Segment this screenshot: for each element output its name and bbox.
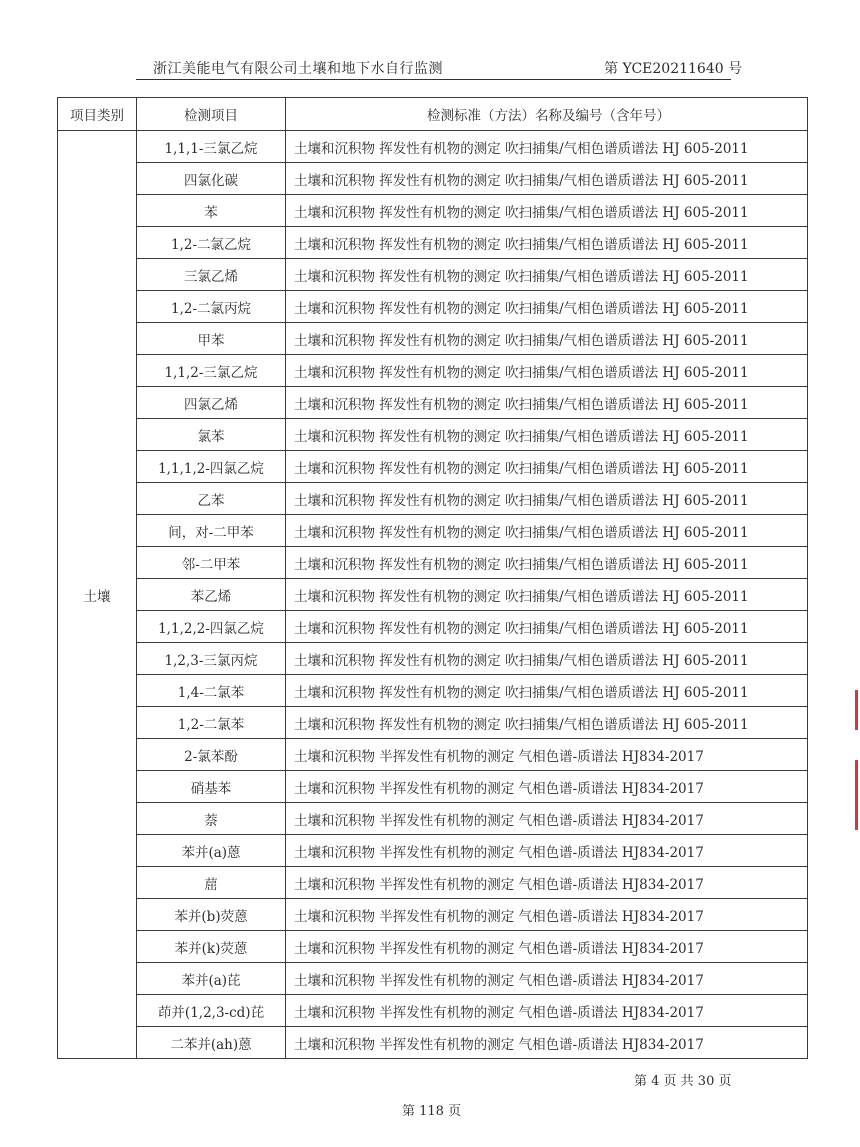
test-item-cell: 2-氯苯酚 [137, 739, 286, 771]
table-row [58, 291, 808, 323]
method-cell: 土壤和沉积物 挥发性有机物的测定 吹扫捕集/气相色谱质谱法 HJ 605-2011 [286, 387, 808, 419]
test-item-cell: 1,2-二氯苯 [137, 707, 286, 739]
test-item-cell: 甲苯 [137, 323, 286, 355]
test-item-cell: 间，对-二甲苯 [137, 515, 286, 547]
table-row [58, 995, 808, 1027]
test-item-cell: 乙苯 [137, 483, 286, 515]
test-methods-table [57, 97, 808, 1059]
method-cell: 土壤和沉积物 半挥发性有机物的测定 气相色谱-质谱法 HJ834-2017 [286, 867, 808, 899]
method-cell: 土壤和沉积物 挥发性有机物的测定 吹扫捕集/气相色谱质谱法 HJ 605-2011 [286, 419, 808, 451]
method-cell: 土壤和沉积物 半挥发性有机物的测定 气相色谱-质谱法 HJ834-2017 [286, 995, 808, 1027]
test-item-cell: 四氯乙烯 [137, 387, 286, 419]
method-cell: 土壤和沉积物 半挥发性有机物的测定 气相色谱-质谱法 HJ834-2017 [286, 1027, 808, 1059]
report-number: 第 YCE20211640 号 [604, 61, 743, 77]
table-row [58, 515, 808, 547]
section-page-info: 第 4 页 共 30 页 [634, 1074, 732, 1089]
test-item-cell: 1,1,2,2-四氯乙烷 [137, 611, 286, 643]
method-cell: 土壤和沉积物 挥发性有机物的测定 吹扫捕集/气相色谱质谱法 HJ 605-2011 [286, 259, 808, 291]
test-item-cell: 茚并(1,2,3-cd)芘 [137, 995, 286, 1027]
scan-edge-mark [855, 690, 858, 730]
scan-edge-mark [855, 760, 858, 830]
method-cell: 土壤和沉积物 挥发性有机物的测定 吹扫捕集/气相色谱质谱法 HJ 605-2011 [286, 515, 808, 547]
table-row [58, 771, 808, 803]
test-item-cell: 苯乙烯 [137, 579, 286, 611]
test-item-cell: 二苯并(ah)蒽 [137, 1027, 286, 1059]
table-row [58, 611, 808, 643]
test-item-cell: 邻-二甲苯 [137, 547, 286, 579]
test-item-cell: 1,2-二氯乙烷 [137, 227, 286, 259]
table-row [58, 419, 808, 451]
test-item-cell: 四氯化碳 [137, 163, 286, 195]
method-cell: 土壤和沉积物 半挥发性有机物的测定 气相色谱-质谱法 HJ834-2017 [286, 803, 808, 835]
test-item-cell: 硝基苯 [137, 771, 286, 803]
table-row [58, 675, 808, 707]
header-category: 项目类别 [58, 98, 137, 131]
method-cell: 土壤和沉积物 挥发性有机物的测定 吹扫捕集/气相色谱质谱法 HJ 605-2011 [286, 675, 808, 707]
method-cell: 土壤和沉积物 挥发性有机物的测定 吹扫捕集/气相色谱质谱法 HJ 605-2011 [286, 451, 808, 483]
method-cell: 土壤和沉积物 半挥发性有机物的测定 气相色谱-质谱法 HJ834-2017 [286, 899, 808, 931]
table-row [58, 483, 808, 515]
header-item: 检测项目 [137, 98, 286, 131]
test-item-cell: 1,2,3-三氯丙烷 [137, 643, 286, 675]
method-cell: 土壤和沉积物 挥发性有机物的测定 吹扫捕集/气相色谱质谱法 HJ 605-2011 [286, 707, 808, 739]
method-cell: 土壤和沉积物 挥发性有机物的测定 吹扫捕集/气相色谱质谱法 HJ 605-2011 [286, 291, 808, 323]
method-cell: 土壤和沉积物 挥发性有机物的测定 吹扫捕集/气相色谱质谱法 HJ 605-2011 [286, 227, 808, 259]
method-cell: 土壤和沉积物 挥发性有机物的测定 吹扫捕集/气相色谱质谱法 HJ 605-2011 [286, 323, 808, 355]
table-header-row [58, 98, 808, 131]
method-cell: 土壤和沉积物 挥发性有机物的测定 吹扫捕集/气相色谱质谱法 HJ 605-2011 [286, 579, 808, 611]
table-row [58, 739, 808, 771]
method-cell: 土壤和沉积物 挥发性有机物的测定 吹扫捕集/气相色谱质谱法 HJ 605-2011 [286, 483, 808, 515]
table-row [58, 323, 808, 355]
method-cell: 土壤和沉积物 挥发性有机物的测定 吹扫捕集/气相色谱质谱法 HJ 605-2011 [286, 355, 808, 387]
table-row [58, 451, 808, 483]
table-row [58, 131, 808, 163]
table-row [58, 195, 808, 227]
method-cell: 土壤和沉积物 挥发性有机物的测定 吹扫捕集/气相色谱质谱法 HJ 605-2011 [286, 611, 808, 643]
table-row [58, 355, 808, 387]
table-row [58, 579, 808, 611]
test-item-cell: 䓛 [137, 867, 286, 899]
table-row [58, 867, 808, 899]
table-row [58, 163, 808, 195]
test-item-cell: 苯并(k)荧蒽 [137, 931, 286, 963]
table-row [58, 227, 808, 259]
method-cell: 土壤和沉积物 挥发性有机物的测定 吹扫捕集/气相色谱质谱法 HJ 605-2011 [286, 643, 808, 675]
table-row [58, 259, 808, 291]
test-item-cell: 萘 [137, 803, 286, 835]
table-row [58, 899, 808, 931]
method-cell: 土壤和沉积物 半挥发性有机物的测定 气相色谱-质谱法 HJ834-2017 [286, 771, 808, 803]
table-row [58, 707, 808, 739]
test-item-cell: 三氯乙烯 [137, 259, 286, 291]
test-item-cell: 苯并(a)蒽 [137, 835, 286, 867]
table-row [58, 803, 808, 835]
method-cell: 土壤和沉积物 半挥发性有机物的测定 气相色谱-质谱法 HJ834-2017 [286, 835, 808, 867]
method-cell: 土壤和沉积物 半挥发性有机物的测定 气相色谱-质谱法 HJ834-2017 [286, 963, 808, 995]
page-number: 第 118 页 [402, 1104, 462, 1119]
test-item-cell: 1,1,1-三氯乙烷 [137, 131, 286, 163]
header-method: 检测标准（方法）名称及编号（含年号） [286, 98, 808, 131]
test-item-cell: 苯 [137, 195, 286, 227]
table-row [58, 1027, 808, 1059]
table-row [58, 963, 808, 995]
category-cell: 土壤 [58, 131, 137, 1059]
method-cell: 土壤和沉积物 挥发性有机物的测定 吹扫捕集/气相色谱质谱法 HJ 605-2011 [286, 131, 808, 163]
method-cell: 土壤和沉积物 半挥发性有机物的测定 气相色谱-质谱法 HJ834-2017 [286, 931, 808, 963]
test-item-cell: 1,1,2-三氯乙烷 [137, 355, 286, 387]
test-item-cell: 1,2-二氯丙烷 [137, 291, 286, 323]
method-cell: 土壤和沉积物 半挥发性有机物的测定 气相色谱-质谱法 HJ834-2017 [286, 739, 808, 771]
method-cell: 土壤和沉积物 挥发性有机物的测定 吹扫捕集/气相色谱质谱法 HJ 605-2011 [286, 195, 808, 227]
table-row [58, 643, 808, 675]
method-cell: 土壤和沉积物 挥发性有机物的测定 吹扫捕集/气相色谱质谱法 HJ 605-2011 [286, 547, 808, 579]
test-item-cell: 1,4-二氯苯 [137, 675, 286, 707]
table-row [58, 931, 808, 963]
test-item-cell: 苯并(a)芘 [137, 963, 286, 995]
table-body [58, 131, 808, 1059]
test-item-cell: 氯苯 [137, 419, 286, 451]
method-cell: 土壤和沉积物 挥发性有机物的测定 吹扫捕集/气相色谱质谱法 HJ 605-2011 [286, 163, 808, 195]
test-item-cell: 1,1,1,2-四氯乙烷 [137, 451, 286, 483]
table-row [58, 547, 808, 579]
table-row [58, 387, 808, 419]
report-header-title: 浙江美能电气有限公司土壤和地下水自行监测 [153, 61, 443, 77]
header-rule [136, 79, 731, 80]
test-item-cell: 苯并(b)荧蒽 [137, 899, 286, 931]
table-row [58, 835, 808, 867]
